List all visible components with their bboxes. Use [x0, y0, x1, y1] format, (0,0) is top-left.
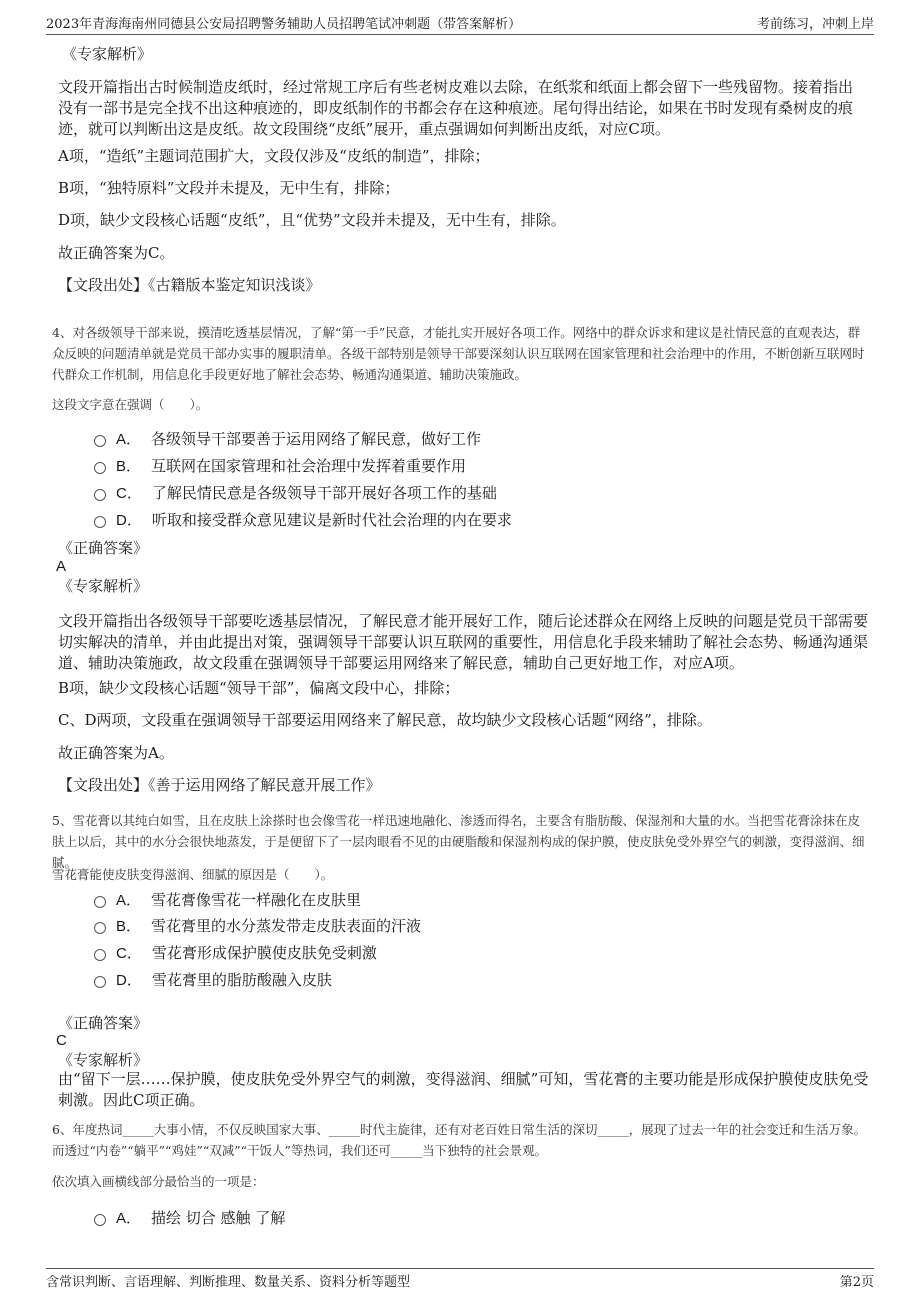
radio-icon[interactable] [94, 462, 106, 474]
page-header [46, 11, 874, 33]
q4-stem: 4、对各级领导干部来说，摸清吃透基层情况，了解“第一手”民意，才能扎实开展好各项工作。网络中的群众诉求和建议是社情民意的直观表达，群众反映的问题清单就是党员干部办实事的履职清单。各级干部特别是领导干部要深刻认识互联网在国家管理和社会治理中的作用，不断创新互联网时代群众工作机制，用信息化手段更好地了解社会态势、畅通沟通渠道、辅助决策施政。 [52, 325, 865, 382]
radio-icon[interactable] [94, 976, 106, 988]
q4-question: 这段文字意在强调（ ）。 [52, 397, 209, 412]
q5-option-b[interactable] [94, 914, 421, 936]
page-footer [46, 1270, 874, 1290]
q6-stem: 6、年度热词_____大事小情，不仅反映国家大事、_____时代主旋律，还有对老百姓日常生活的深切_____，展现了过去一年的社会变迁和生活万象。而透过“内卷”“躺平”“鸡娃”“双减”“干饭人”等热词，我们还可_____当下独特的社会景观。 [52, 1122, 867, 1158]
q3-option-b-note: B项，“独特原料”文段并未提及，无中生有，排除； [58, 179, 400, 197]
header-divider [46, 34, 874, 35]
q4-conclusion: 故正确答案为A。 [58, 744, 174, 762]
q5-option-d[interactable] [94, 968, 332, 990]
q4-option-a[interactable] [94, 427, 481, 449]
radio-icon[interactable] [94, 516, 106, 528]
q5-stem: 5、雪花膏以其纯白如雪，且在皮肤上涂搽时也会像雪花一样迅速地融化、渗透而得名，主要含有脂肪酸、保湿剂和大量的水。当把雪花膏涂抹在皮肤上以后，其中的水分会很快地蒸发，于是便留下了一层肉眼看不见的由硬脂酸和保湿剂构成的保护膜，使皮肤免受外界空气的刺激，变得滋润、细腻。 [52, 813, 865, 870]
page-number: 第2页 [839, 1274, 874, 1290]
q3-source: 【文段出处】《古籍版本鉴定知识浅谈》 [58, 276, 321, 294]
q3-option-d-note: D项，缺少文段核心话题“皮纸”，且“优势”文段并未提及，无中生有，排除。 [58, 211, 566, 229]
radio-icon[interactable] [94, 949, 106, 961]
q6-option-a[interactable] [94, 1206, 285, 1228]
q5-analysis-text: 由“留下一层……保护膜，使皮肤免受外界空气的刺激，变得滋润、细腻”可知，雪花膏的主要功能是形成保护膜使皮肤免受刺激。因此C项正确。 [58, 1070, 869, 1109]
option-text: 雪花膏里的水分蒸发带走皮肤表面的汗液 [151, 916, 422, 935]
radio-icon[interactable] [94, 922, 106, 934]
option-letter: C． [116, 484, 142, 502]
option-letter: A． [116, 891, 142, 909]
q3-analysis-text: 文段开篇指出古时候制造皮纸时，经过常规工序后有些老树皮难以去除，在纸浆和纸面上都会留下一些残留物。接着指出没有一部书是完全找不出这种痕迹的，即皮纸制作的书都会存在这种痕迹。尾句得出结论，如果在书时发现有桑树皮的痕迹，就可以判断出这是皮纸。故文段围绕“皮纸”展开，重点强调如何判断出皮纸，对应C项。 [58, 78, 854, 138]
q4-option-d[interactable] [94, 508, 512, 530]
option-letter: B． [116, 457, 142, 475]
q4-answer-label: 《正确答案》 [58, 539, 149, 557]
document-title: 2023年青海海南州同德县公安局招聘警务辅助人员招聘笔试冲刺题（带答案解析） [46, 16, 522, 32]
q4-answer: A [56, 558, 67, 575]
q4-analysis-label: 《专家解析》 [58, 577, 149, 595]
option-letter: D． [116, 971, 142, 989]
option-letter: A． [116, 1209, 142, 1227]
option-text: 雪花膏形成保护膜使皮肤免受刺激 [151, 943, 377, 962]
option-text: 各级领导干部要善于运用网络了解民意，做好工作 [151, 429, 482, 448]
q5-answer: C [56, 1032, 67, 1049]
q5-question: 雪花膏能使皮肤变得滋润、细腻的原因是（ ）。 [52, 867, 334, 882]
option-letter: D． [116, 511, 142, 529]
footer-divider [46, 1268, 874, 1269]
q4-option-b-note: B项，缺少文段核心话题“领导干部”，偏离文段中心，排除； [58, 679, 460, 697]
option-text: 雪花膏像雪花一样融化在皮肤里 [151, 890, 362, 909]
radio-icon[interactable] [94, 435, 106, 447]
q5-analysis-label: 《专家解析》 [58, 1051, 149, 1069]
q4-source: 【文段出处】《善于运用网络了解民意开展工作》 [58, 776, 381, 794]
option-letter: C． [116, 944, 142, 962]
footer-topics: 含常识判断、言语理解、判断推理、数量关系、资料分析等题型 [46, 1274, 411, 1290]
q3-conclusion: 故正确答案为C。 [58, 244, 175, 262]
q5-option-c[interactable] [94, 941, 377, 963]
q4-option-c[interactable] [94, 481, 497, 503]
q5-answer-label: 《正确答案》 [58, 1014, 149, 1032]
option-text: 描绘 切合 感触 了解 [151, 1208, 286, 1227]
radio-icon[interactable] [94, 896, 106, 908]
q3-analysis-label: 《专家解析》 [62, 45, 153, 63]
header-motto: 考前练习，冲刺上岸 [756, 16, 874, 32]
option-text: 互联网在国家管理和社会治理中发挥着重要作用 [151, 456, 467, 475]
q4-option-b[interactable] [94, 454, 466, 476]
q3-option-a-note: A项，“造纸”主题词范围扩大，文段仅涉及“皮纸的制造”，排除； [58, 147, 490, 165]
radio-icon[interactable] [94, 489, 106, 501]
option-text: 听取和接受群众意见建议是新时代社会治理的内在要求 [151, 510, 512, 529]
option-letter: A． [116, 430, 142, 448]
option-text: 了解民情民意是各级领导干部开展好各项工作的基础 [151, 483, 497, 502]
q6-question: 依次填入画横线部分最恰当的一项是： [52, 1174, 265, 1189]
q5-option-a[interactable] [94, 888, 361, 910]
option-letter: B． [116, 917, 142, 935]
q4-analysis-text: 文段开篇指出各级领导干部要吃透基层情况，了解民意才能开展好工作，随后论述群众在网络上反映的问题是党员干部需要切实解决的清单，并由此提出对策，强调领导干部要认识互联网的重要性，用信息化手段来辅助了解社会态势、畅通沟通渠道、辅助决策施政，故文段重在强调领导干部要运用网络来了解民意，辅助自己更好地工作，对应A项。 [58, 612, 869, 672]
radio-icon[interactable] [94, 1214, 106, 1226]
option-text: 雪花膏里的脂肪酸融入皮肤 [151, 970, 332, 989]
q4-option-cd-note: C、D两项，文段重在强调领导干部要运用网络来了解民意，故均缺少文段核心话题“网络”，排除。 [58, 711, 712, 729]
